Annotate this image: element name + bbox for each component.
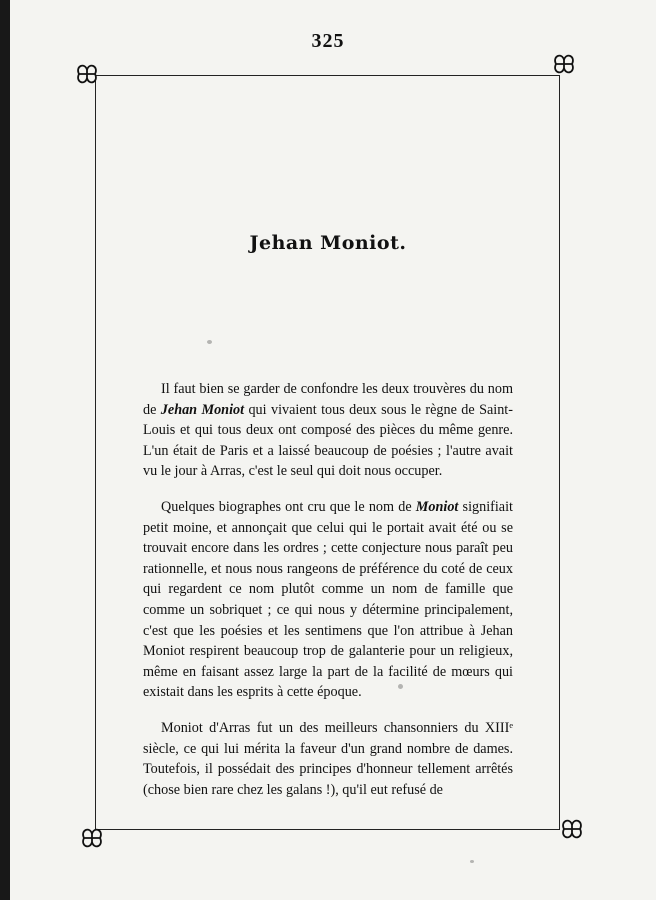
italic-name: Moniot bbox=[415, 498, 459, 515]
paragraph-text: Moniot d'Arras fut un des meilleurs chansonniers du XIIIᵉ siècle, ce qui lui mérita la faveur d'un grand nombre de dames. Toutefois, il possédait des principes d'honneur tellement arrêtés (chose bien rare chez les galans !), qu'il eut refusé de bbox=[143, 719, 513, 798]
paragraph bbox=[143, 497, 513, 703]
corner-ornament-bottom-right-icon bbox=[558, 815, 586, 843]
paragraph bbox=[143, 379, 513, 482]
page-number: 325 bbox=[311, 30, 345, 52]
book-spine-shadow bbox=[0, 0, 10, 900]
corner-ornament-bottom-left-icon bbox=[78, 824, 106, 852]
italic-name: Jehan Moniot bbox=[160, 401, 245, 418]
paragraph bbox=[143, 718, 513, 800]
ink-speck bbox=[207, 340, 212, 344]
paragraph-text: Quelques biographes ont cru que le nom de bbox=[161, 498, 416, 515]
body-text bbox=[143, 379, 513, 800]
corner-ornament-top-right-icon bbox=[550, 50, 578, 78]
paragraph-text: signifiait petit moine, et annonçait que celui qui le portait avait été ou se trouvait encore dans les ordres ; cette conjecture nous paraît peu rationnelle, et nous nous rangeons de préférence du coté de ceux qui regardent ce nom plutôt comme un nom de famille que comme un sobriquet ; ce qui nous y détermine principalement, c'est que les poésies et les sentimens que l'on attribue à Jehan Moniot respirent beaucoup trop de galanterie pour un religieux, même en faisant assez large la part de la facilité de mœurs qui existait dans les esprits à cette époque. bbox=[143, 498, 513, 701]
ink-speck bbox=[470, 860, 474, 863]
corner-ornament-top-left-icon bbox=[73, 60, 101, 88]
paragraph-text: qui vivaient tous deux sous le règne de Saint-Louis et qui tous deux ont composé des pièces du même genre. L'un était de Paris et a laissé beaucoup de poésies ; l'autre avait vu le jour à Arras, c'est le seul qui doit nous occuper. bbox=[143, 401, 513, 480]
chapter-title: Jehan Moniot. bbox=[249, 232, 407, 254]
paragraph-text: Il faut bien se garder de confondre les deux trouvères du nom de bbox=[143, 381, 513, 418]
